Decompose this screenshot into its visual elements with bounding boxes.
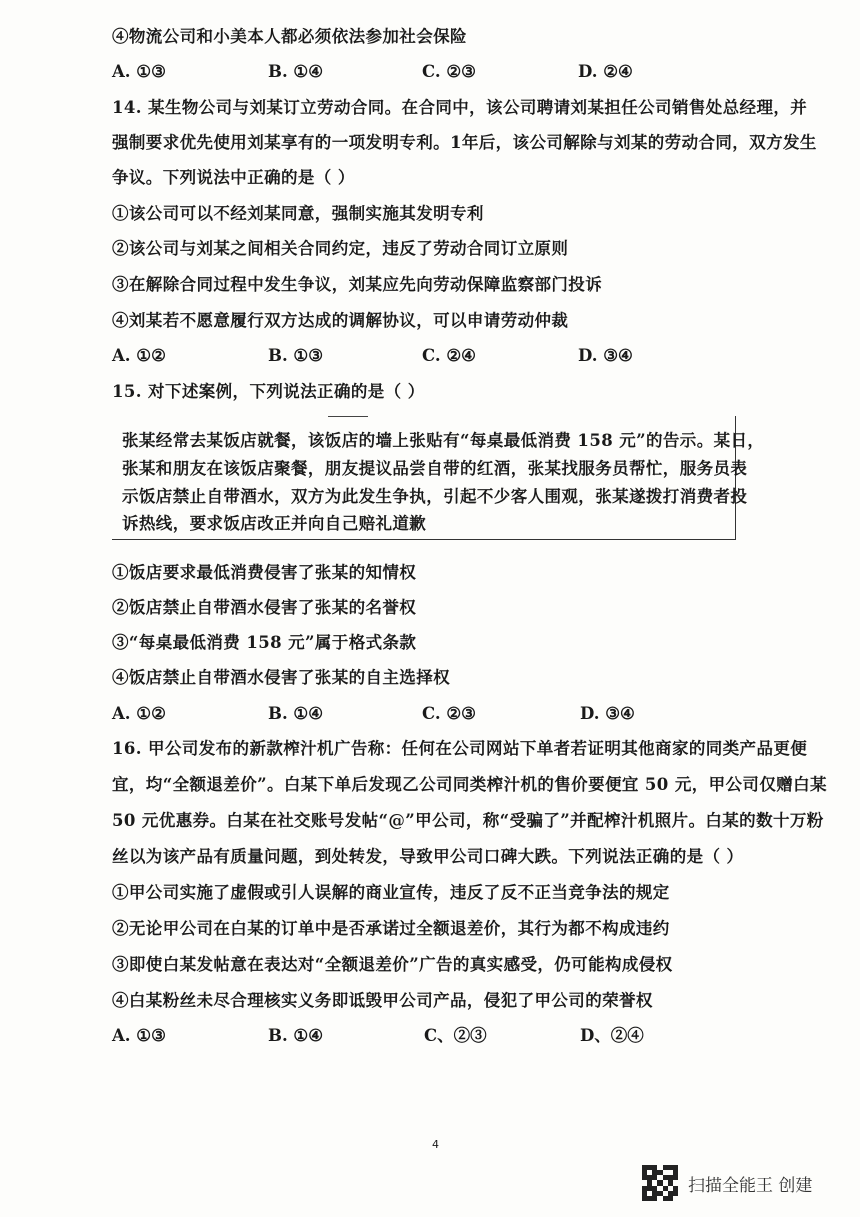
q15-option-b: B. ①④ xyxy=(268,704,324,723)
q14-stem-line-3: 争议。下列说法中正确的是（ ） xyxy=(112,168,355,187)
q16-statement-2: ②无论甲公司在白某的订单中是否承诺过全额退差价，其行为都不构成违约 xyxy=(112,919,670,938)
q16-stem-line-3: 50 元优惠券。白某在社交账号发帖“@”甲公司，称“受骗了”并配榨汁机照片。白某的数十万粉 xyxy=(112,811,824,830)
q16-stem-line-4: 丝以为该产品有质量问题，到处转发，导致甲公司口碑大跌。下列说法正确的是（ ） xyxy=(112,847,744,866)
q13-option-a: A. ①③ xyxy=(112,62,166,81)
q14-statement-3: ③在解除合同过程中发生争议，刘某应先向劳动保障监察部门投诉 xyxy=(112,275,603,294)
q13-option-d: D. ②④ xyxy=(578,62,633,81)
watermark-text: 扫描全能王 创建 xyxy=(688,1175,813,1196)
q14-option-b: B. ①③ xyxy=(268,346,324,365)
q15-case-line-3: 示饭店禁止自带酒水，双方为此发生争执，引起不少客人围观，张某遂拨打消费者投 xyxy=(122,487,748,506)
q16-statement-4: ④白某粉丝未尽合理核实义务即诋毁甲公司产品，侵犯了甲公司的荣誉权 xyxy=(112,991,653,1010)
q15-option-a: A. ①② xyxy=(112,704,166,723)
q15-statement-1: ①饭店要求最低消费侵害了张某的知情权 xyxy=(112,563,417,582)
q14-options xyxy=(112,345,672,367)
scanner-watermark xyxy=(642,1163,842,1203)
q15-statement-3: ③“每桌最低消费 158 元”属于格式条款 xyxy=(112,633,417,652)
q16-stem-line-1: 16. 甲公司发布的新款榨汁机广告称：任何在公司网站下单者若证明其他商家的同类产品更便 xyxy=(112,739,808,758)
q14-option-a: A. ①② xyxy=(112,346,166,365)
q15-statement-2: ②饭店禁止自带酒水侵害了张某的名誉权 xyxy=(112,598,417,617)
q15-case-line-2: 张某和朋友在该饭店聚餐，朋友提议品尝自带的红酒，张某找服务员帮忙，服务员表 xyxy=(122,459,748,478)
q13-option-b: B. ①④ xyxy=(268,62,324,81)
q15-options xyxy=(112,703,672,725)
q14-statement-4: ④刘某若不愿意履行双方达成的调解协议，可以申请劳动仲裁 xyxy=(112,311,569,330)
q16-statement-3: ③即使白某发帖意在表达对“全额退差价”广告的真实感受，仍可能构成侵权 xyxy=(112,955,673,974)
q15-case-box xyxy=(112,416,765,540)
q14-statement-2: ②该公司与刘某之间相关合同约定，违反了劳动合同订立原则 xyxy=(112,239,569,258)
q16-option-d: D、②④ xyxy=(580,1026,644,1045)
q13-statement-4: ④物流公司和小美本人都必须依法参加社会保险 xyxy=(112,27,467,46)
case-box-top-mark xyxy=(328,416,368,417)
q16-options xyxy=(112,1025,672,1047)
q15-case-line-1: 张某经常去某饭店就餐，该饭店的墙上张贴有“每桌最低消费 158 元”的告示。某日， xyxy=(122,431,765,450)
q16-statement-1: ①甲公司实施了虚假或引人误解的商业宣传，违反了反不正当竞争法的规定 xyxy=(112,883,670,902)
page-number: 4 xyxy=(432,1138,439,1151)
q14-option-c: C. ②④ xyxy=(422,346,476,365)
q15-option-d: D. ③④ xyxy=(580,704,635,723)
q14-statement-1: ①该公司可以不经刘某同意，强制实施其发明专利 xyxy=(112,204,484,223)
q14-option-d: D. ③④ xyxy=(578,346,633,365)
q14-stem-line-2: 强制要求优先使用刘某享有的一项发明专利。1年后，该公司解除与刘某的劳动合同，双方发生 xyxy=(112,133,817,152)
q15-stem: 15. 对下述案例，下列说法正确的是（ ） xyxy=(112,382,425,401)
q16-stem-line-2: 宜，均“全额退差价”。白某下单后发现乙公司同类榨汁机的售价要便宜 50 元，甲公司仅赠白某 xyxy=(112,775,827,794)
q14-stem-line-1: 14. 某生物公司与刘某订立劳动合同。在合同中，该公司聘请刘某担任公司销售处总经理，并 xyxy=(112,98,808,117)
q16-option-b: B. ①④ xyxy=(268,1026,324,1045)
q13-options xyxy=(112,61,672,83)
q15-case-line-4: 诉热线，要求饭店改正并向自己赔礼道歉 xyxy=(122,514,427,533)
q16-option-c: C、②③ xyxy=(424,1026,487,1045)
q16-option-a: A. ①③ xyxy=(112,1026,166,1045)
q15-option-c: C. ②③ xyxy=(422,704,476,723)
q13-option-c: C. ②③ xyxy=(422,62,476,81)
qr-code-icon xyxy=(642,1165,678,1201)
q15-statement-4: ④饭店禁止自带酒水侵害了张某的自主选择权 xyxy=(112,668,450,687)
